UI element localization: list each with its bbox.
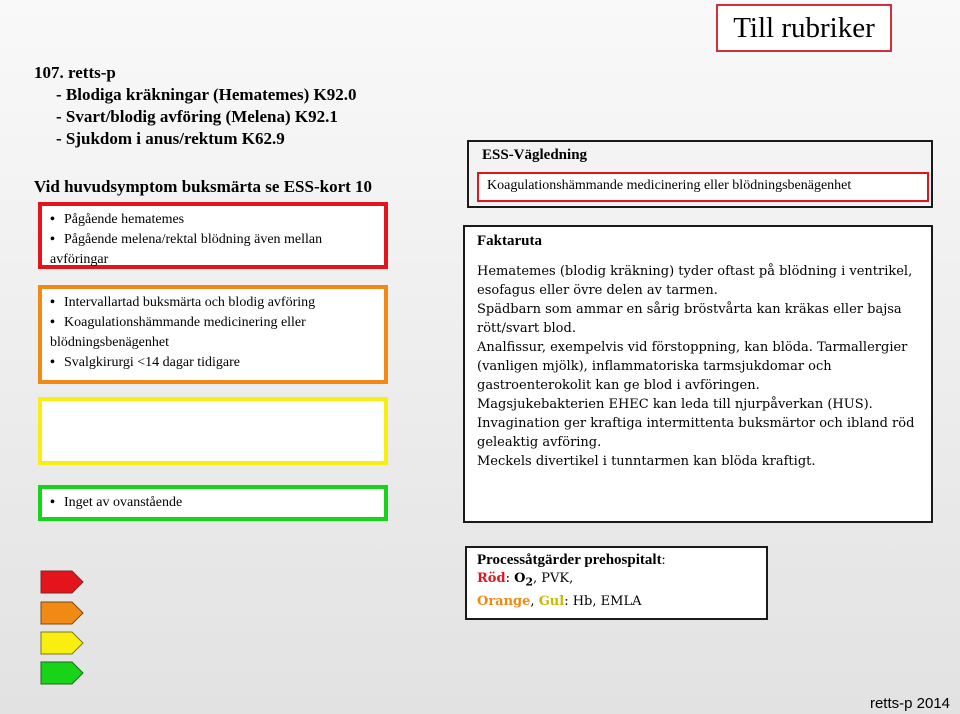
process-title: Processåtgärder prehospitalt (477, 552, 662, 568)
process-line-orange-yellow (477, 592, 756, 611)
triage-orange-item: • Intervallartad buksmärta och blodig avföring (50, 293, 376, 313)
triage-red-box (38, 202, 388, 269)
triage-yellow-box (38, 397, 388, 465)
triage-orange-item: • Koagulationshämmande medicinering eller (50, 313, 376, 333)
process-red-label: Röd (477, 571, 506, 586)
process-comma: , (530, 593, 535, 609)
o2-label: $O_2$ (514, 571, 533, 589)
triage-red-item: • Pågående hematemes (50, 210, 376, 230)
fakta-line: Meckels divertikel i tunntarmen kan blöda kraftigt. (477, 454, 816, 469)
ess-red-item: Koagulationshämmande medicinering eller blödningsbenägenhet (477, 172, 929, 202)
codes-title: 107. retts-p (34, 63, 116, 82)
process-title-colon: : (661, 553, 666, 568)
code-item: - Svart/blodig avföring (Melena) K92.1 (56, 107, 338, 126)
fakta-line: Hematemes (blodig kräkning) tyder oftast på blödning i ventrikel, (477, 264, 913, 279)
fakta-line: rött/svart blod. (477, 321, 576, 336)
fakta-line: geleaktig avföring. (477, 435, 602, 450)
main-symptom-heading: Vid huvudsymptom buksmärta se ESS-kort 10 (34, 177, 373, 196)
code-item: - Blodiga kräkningar (Hematemes) K92.0 (56, 85, 357, 104)
faktaruta-box (463, 225, 933, 523)
fakta-line: esofagus eller övre delen av tarmen. (477, 283, 718, 298)
fakta-line: (vanligen mjölk), inflammatoriska tarmsjukdomar och (477, 359, 832, 374)
process-box (465, 546, 768, 620)
triage-orange-item-cont: blödningsbenägenhet (50, 335, 169, 350)
code-item: - Sjukdom i anus/rektum K62.9 (56, 129, 285, 148)
triage-green-item: • Inget av ovanstående (50, 493, 376, 513)
fakta-line: Invagination ger kraftiga intermittenta buksmärtor och ibland röd (477, 416, 915, 431)
orange-arrow-icon[interactable] (40, 601, 84, 625)
triage-red-item-cont: avföringar (50, 252, 109, 267)
fakta-line: Spädbarn som ammar en sårig bröstvårta kan kräkas eller bajsa (477, 302, 902, 317)
till-rubriker-button[interactable] (716, 4, 892, 52)
ess-title: ESS-Vägledning (482, 147, 588, 163)
yellow-arrow-icon[interactable] (40, 631, 84, 655)
triage-red-item: • Pågående melena/rektal blödning även mellan (50, 230, 376, 250)
fakta-line: Analfissur, exempelvis vid förstoppning, kan blöda. Tarmallergier (477, 340, 908, 355)
process-yellow-label: Gul (538, 593, 565, 609)
till-rubriker-label: Till rubriker (733, 11, 875, 44)
process-line-red (477, 569, 756, 592)
diagnosis-codes (34, 62, 356, 150)
process-red-colon: : (505, 571, 510, 586)
process-yellow-rest: : Hb, EMLA (564, 593, 642, 609)
triage-orange-box (38, 285, 388, 384)
process-orange-label: Orange (477, 593, 531, 609)
footer-label: retts-p 2014 (869, 695, 950, 712)
fakta-line: gastroenterokolit kan ge blod i avföringen. (477, 378, 760, 393)
process-red-rest: , PVK, (532, 571, 574, 586)
fakta-line: Magsjukebakterien EHEC kan leda till njurpåverkan (HUS). (477, 397, 873, 412)
red-arrow-icon[interactable] (40, 570, 84, 594)
faktaruta-title: Faktaruta (477, 233, 542, 249)
triage-green-box (38, 485, 388, 521)
triage-orange-item: • Svalgkirurgi <14 dagar tidigare (50, 353, 376, 373)
green-arrow-icon[interactable] (40, 661, 84, 685)
